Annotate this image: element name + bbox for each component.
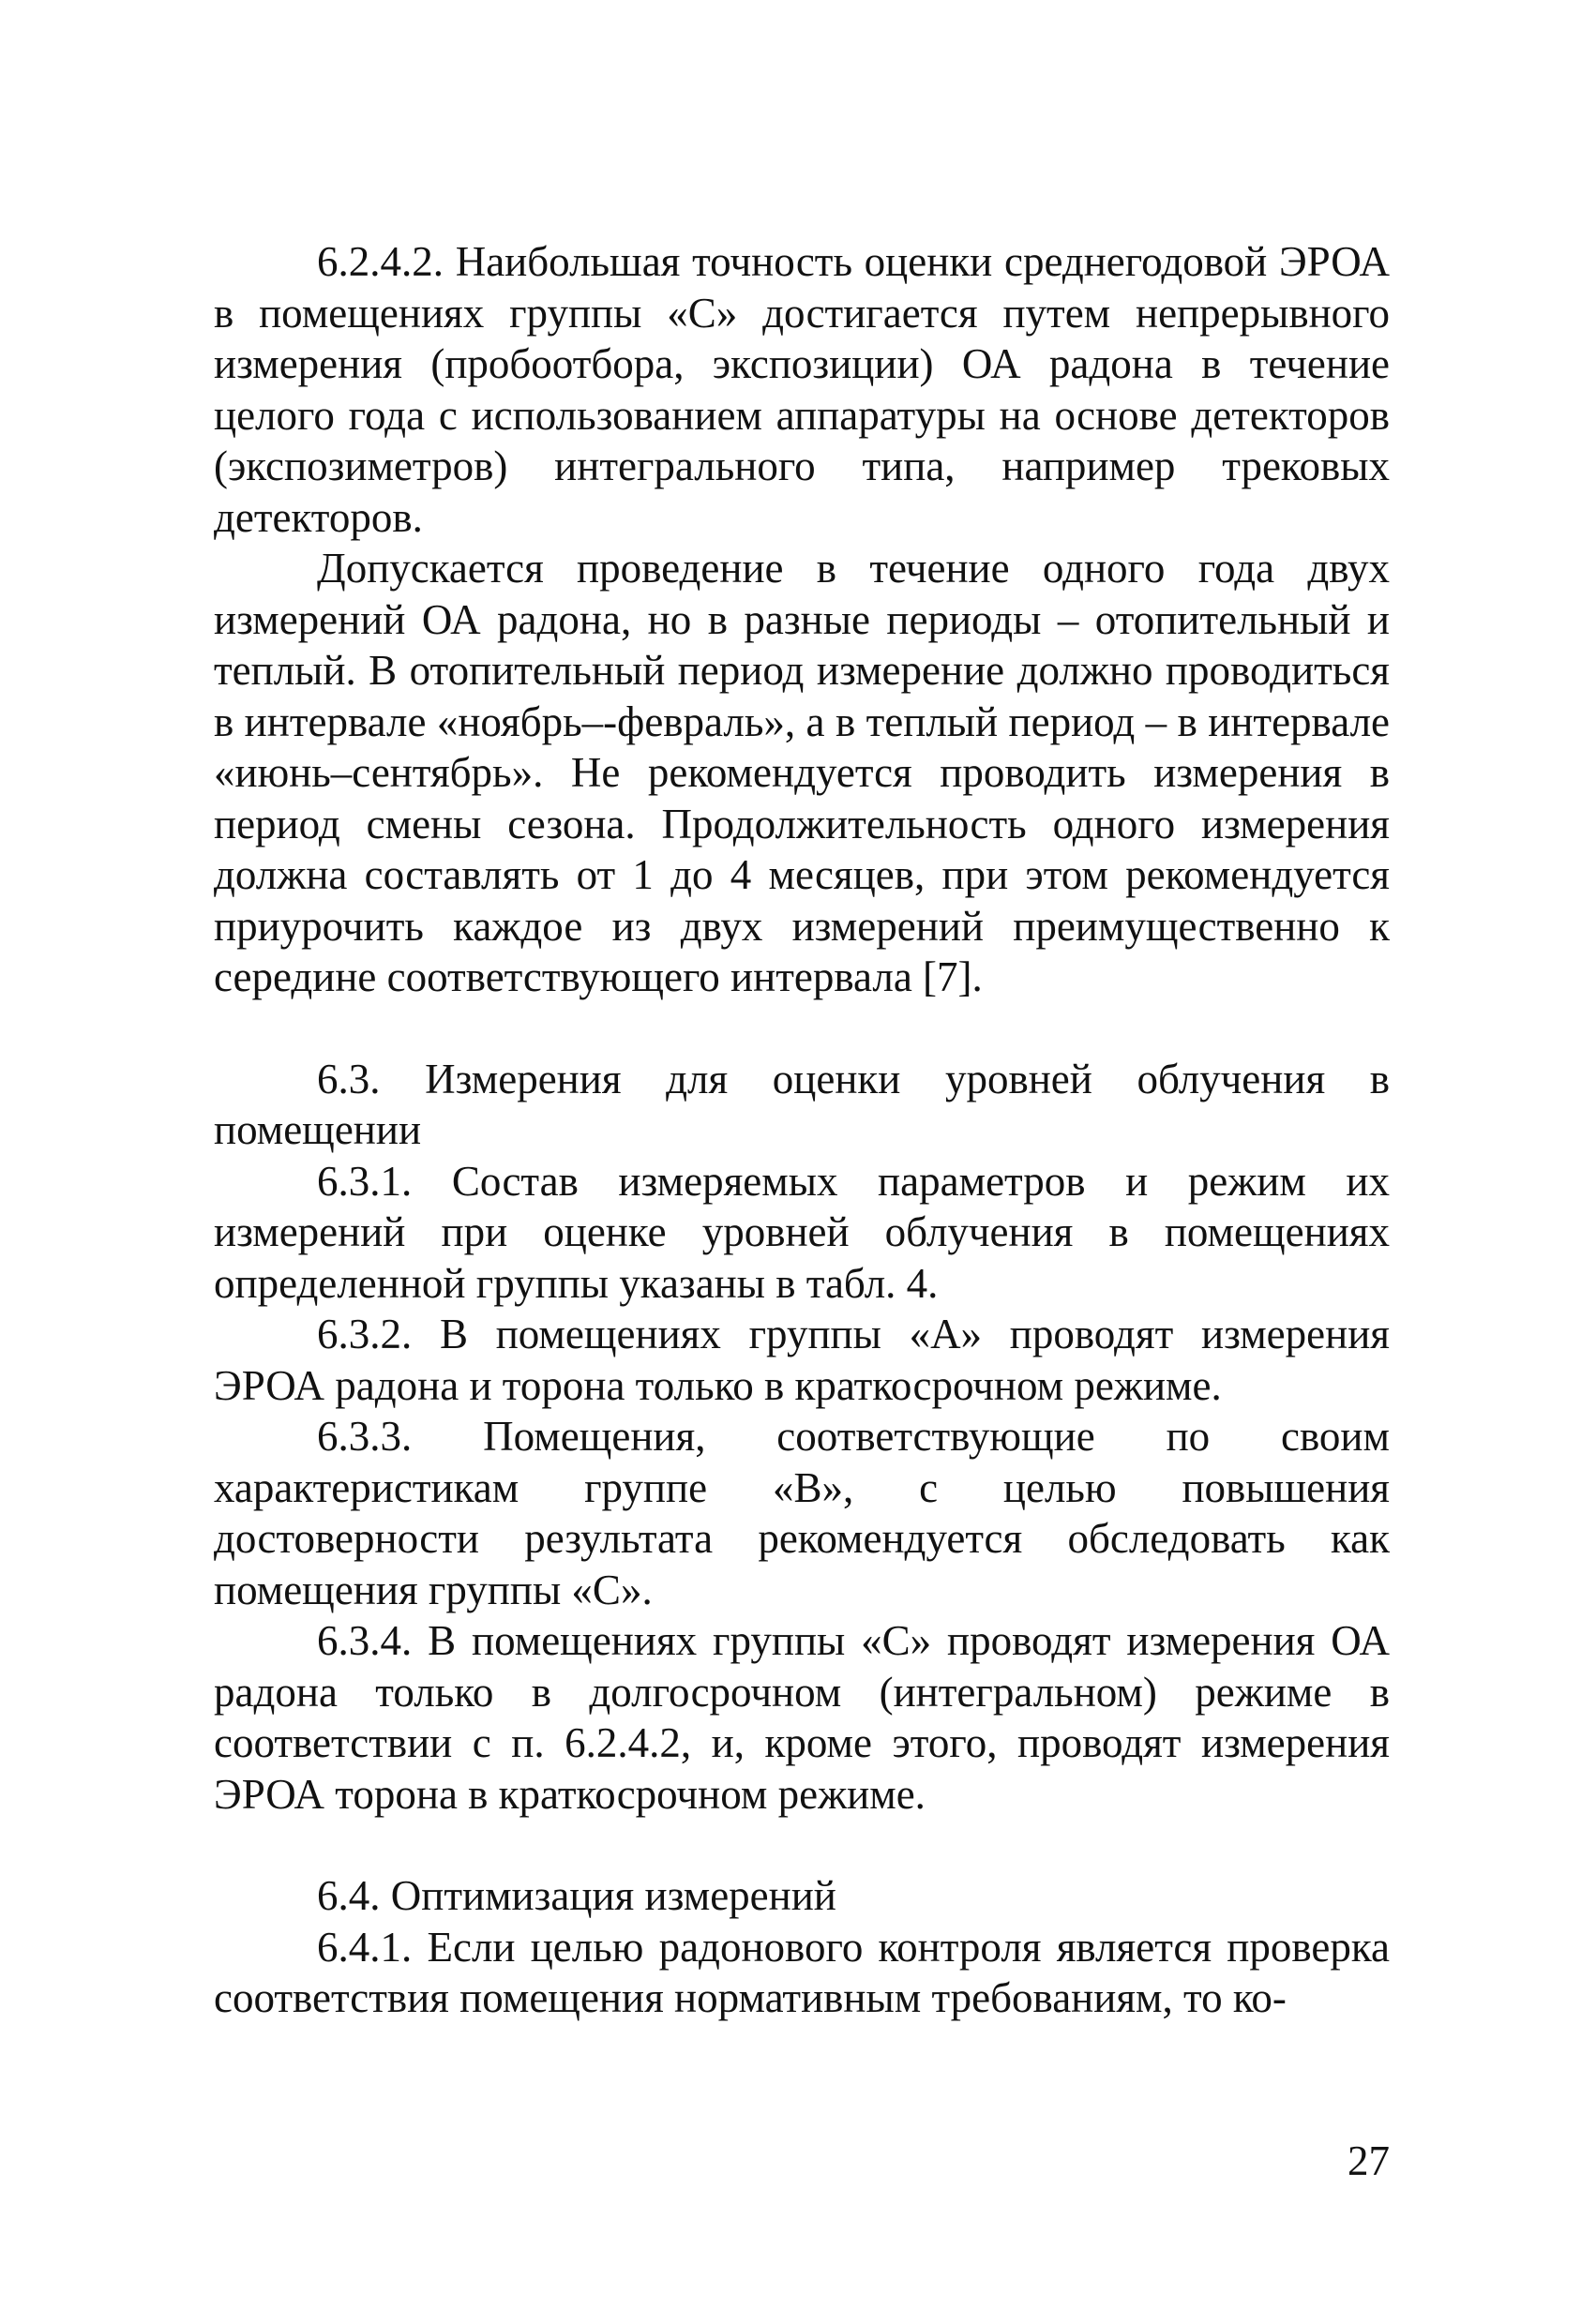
paragraph-6-2-4-2: 6.2.4.2. Наибольшая точность оценки среднегодовой ЭРОА в помещениях группы «С» достигается путем непрерывного измерения (пробоотбора, экспозиции) ОА радона в течение целого года с использованием аппаратуры на основе детекторов (экспозиметров) интегрального типа, например трековых детекторов. xyxy=(214,238,1390,541)
paragraph-6-3-4: 6.3.4. В помещениях группы «С» проводят измерения ОА радона только в долгосрочном (интегральном) режиме в соответствии с п. 6.2.4.2, и, кроме этого, проводят измерения ЭРОА торона в краткосрочном режиме. xyxy=(214,1617,1390,1818)
paragraph-6-3-2: 6.3.2. В помещениях группы «А» проводят измерения ЭРОА радона и торона только в краткосрочном режиме. xyxy=(214,1311,1390,1409)
paragraph-allowed-measurements: Допускается проведение в течение одного года двух измерений ОА радона, но в разные периоды – отопительный и теплый. В отопительный период измерение должно проводиться в интервале «ноябрь–-февраль», а в теплый период – в интервале «июнь–сентябрь». Не рекомендуется проводить измерения в период смены сезона. Продолжительность одного измерения должна составлять от 1 до 4 месяцев, при этом рекомендуется приурочить каждое из двух измерений преимущественно к середине соответствующего интервала [7]. xyxy=(214,545,1390,1000)
paragraph-6-4-1: 6.4.1. Если целью радонового контроля является проверка соответствия помещения нормативным требованиям, то ко- xyxy=(214,1923,1390,2021)
paragraph-6-3-3: 6.3.3. Помещения, соответствующие по своим характеристикам группе «В», с целью повышения достоверности результата рекомендуется обследовать как помещения группы «С». xyxy=(214,1413,1390,1613)
page-body xyxy=(214,236,1390,2024)
paragraph-6-3-1: 6.3.1. Состав измеряемых параметров и режим их измерений при оценке уровней облучения в помещениях определенной группы указаны в табл. 4. xyxy=(214,1157,1390,1307)
section-heading-6-4: 6.4. Оптимизация измерений xyxy=(317,1872,836,1919)
page-number: 27 xyxy=(1348,2137,1390,2184)
section-heading-6-3: 6.3. Измерения для оценки уровней облучения в помещении xyxy=(214,1055,1390,1153)
